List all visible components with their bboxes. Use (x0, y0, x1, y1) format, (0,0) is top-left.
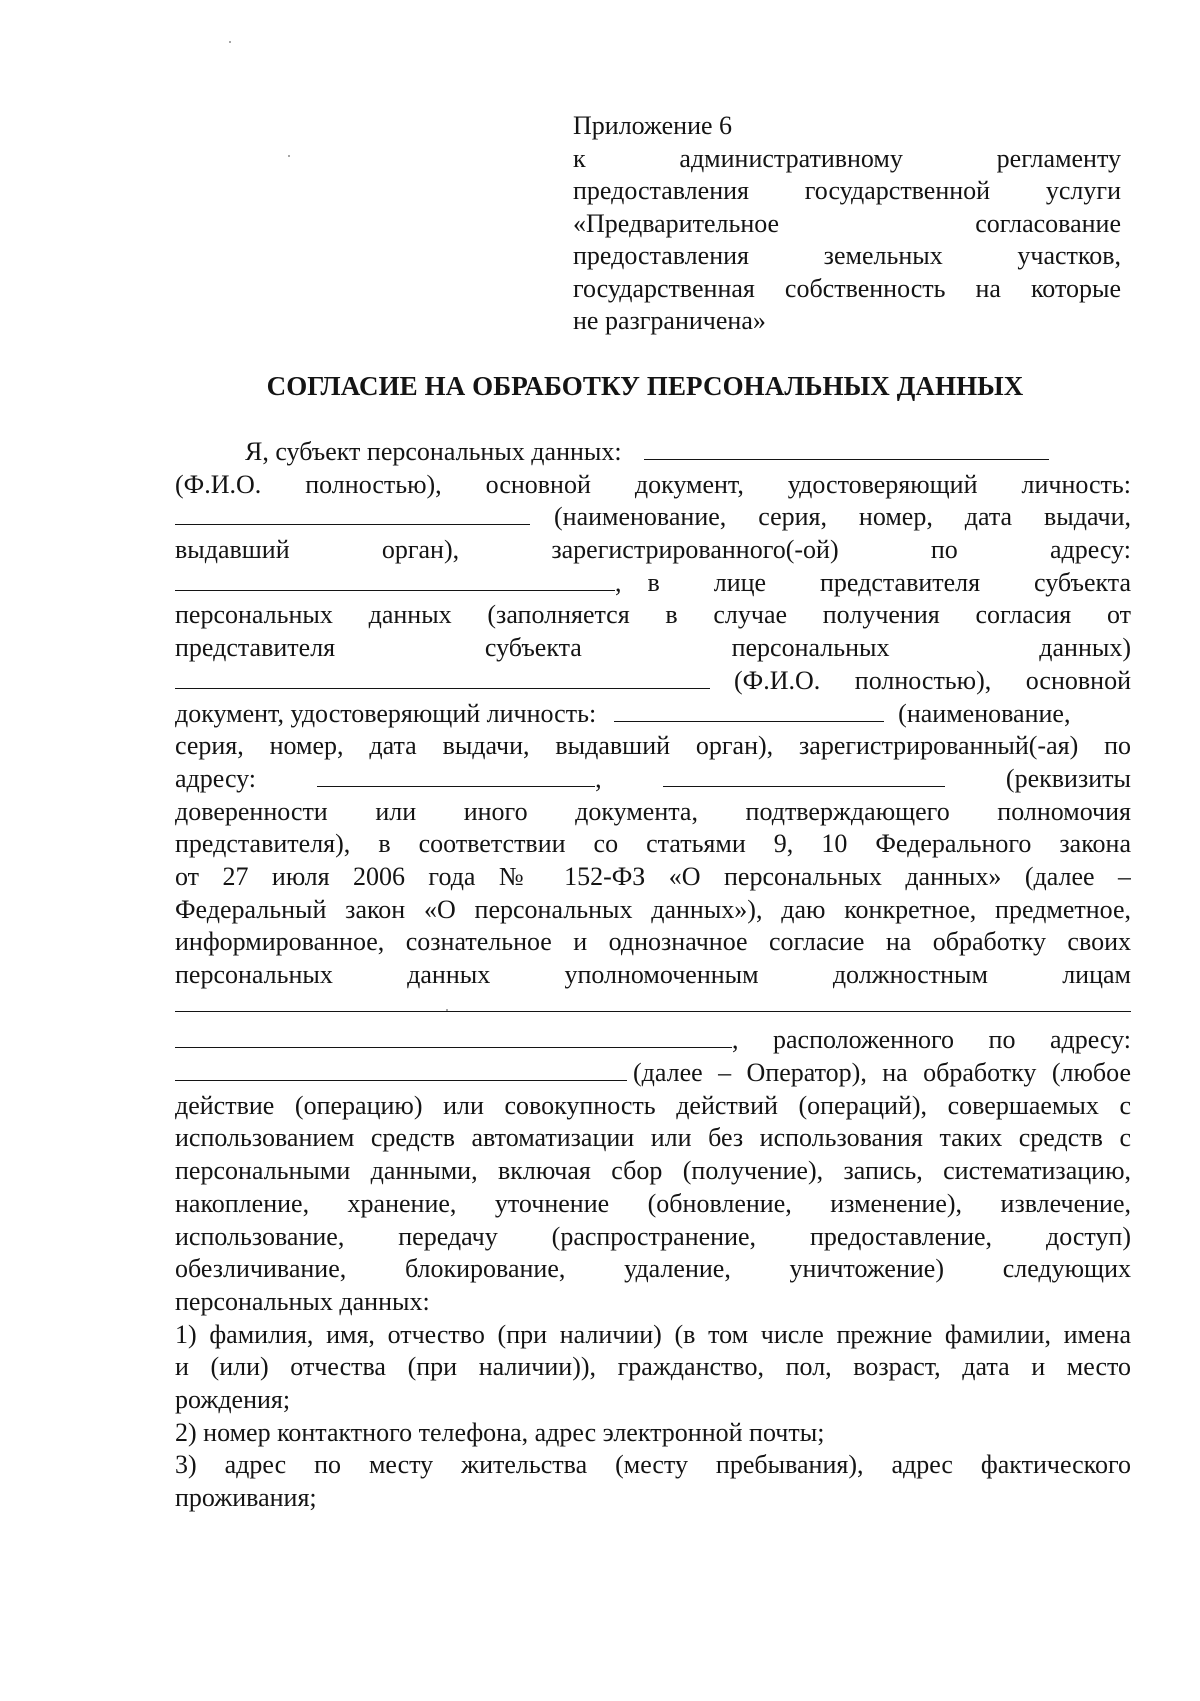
form-line: действие (операцию) или совокупность действий (операций), совершаемых с (175, 1090, 1131, 1120)
form-line: (Ф.И.О. полностью), основной документ, удостоверяющий личность: (175, 469, 1131, 499)
form-text: (наименование, серия, номер, дата выдачи, (554, 502, 1131, 532)
annex-line-last: не разграничена» (573, 306, 766, 335)
form-text: (Ф.И.О. полностью), основной (734, 665, 1131, 695)
address-field (175, 571, 615, 591)
annex-line: государственная собственность на которые (573, 273, 1121, 303)
list-item-line: 1) фамилия, имя, отчество (при наличии) (в том числе прежние фамилии, имена (175, 1319, 1131, 1349)
form-line: накопление, хранение, уточнение (обновление, изменение), извлечение, (175, 1188, 1131, 1218)
consent-body (175, 436, 1131, 1515)
form-row (175, 501, 1131, 534)
operator-address-field (175, 1061, 627, 1081)
form-text: (наименование, (898, 698, 1071, 728)
annex-line: «Предварительное согласование (573, 208, 1121, 238)
form-row (175, 665, 1131, 698)
form-line: серия, номер, дата выдачи, выдавший орган), зарегистрированный(-ая) по (175, 731, 1131, 761)
list-item-line: проживания; (175, 1483, 317, 1512)
form-line: использованием средств автоматизации или без использования таких средств с (175, 1123, 1131, 1153)
form-line: информированное, сознательное и однозначное согласие на обработку своих (175, 927, 1131, 957)
form-line: персональных данных уполномоченным должностным лицам (175, 960, 1131, 989)
form-line: персональными данными, включая сбор (получение), запись, систематизацию, (175, 1156, 1131, 1186)
form-line: доверенности или иного документа, подтверждающего полномочия (175, 796, 1131, 826)
form-line: обезличивание, блокирование, удаление, уничтожение) следующих (175, 1254, 1131, 1284)
form-text: Я, субъект персональных данных: (245, 437, 622, 466)
power-of-attorney-field (663, 767, 945, 787)
form-line: выдавший орган), зарегистрированного(-ой) по адресу: (175, 535, 1131, 565)
form-text: , расположенного по адресу: (732, 1025, 1131, 1055)
representative-address-field (317, 767, 595, 787)
official-persons-field (175, 992, 1131, 1012)
list-item-line: 3) адрес по месту жительства (месту пребывания), адрес фактического (175, 1450, 1131, 1480)
representative-name-field (175, 669, 710, 689)
list-item-line: 2) номер контактного телефона, адрес электронной почты; (175, 1417, 825, 1447)
form-text: документ, удостоверяющий личность: (175, 698, 597, 728)
form-row (175, 567, 1131, 600)
form-text: , (615, 567, 622, 597)
form-line: Федеральный закон «О персональных данных»), даю конкретное, предметное, (175, 894, 1131, 924)
form-group (317, 763, 602, 796)
annex-line: предоставления земельных участков, (573, 241, 1121, 270)
form-line: от 27 июля 2006 года № 152-ФЗ «О персональных данных» (далее – (175, 861, 1131, 891)
form-line: персональных данных: (175, 1286, 430, 1316)
form-row (175, 1024, 1131, 1057)
form-text: в лице представителя субъекта (647, 567, 1131, 597)
operator-name-field (175, 1028, 732, 1048)
form-row (175, 763, 1131, 796)
representative-document-field (614, 702, 884, 722)
form-row (175, 698, 1131, 731)
form-line: использование, передачу (распространение, предоставление, доступ) (175, 1221, 1131, 1251)
annex-block (573, 110, 1121, 338)
annex-line: к административному регламенту (573, 143, 1121, 173)
scan-speck (229, 41, 231, 43)
form-line: представителя субъекта персональных данных) (175, 633, 1131, 663)
document-field (175, 505, 530, 525)
form-text: (далее – Оператор), на обработку (любое (633, 1058, 1131, 1088)
form-text: адресу: (175, 763, 257, 793)
form-text: , (595, 763, 602, 793)
form-line: персональных данных (заполняется в случае получения согласия от (175, 600, 1131, 630)
list-item-line: рождения; (175, 1384, 291, 1414)
annex-line: предоставления государственной услуги (573, 176, 1121, 205)
scan-speck (288, 155, 290, 157)
form-row (175, 1057, 1131, 1090)
list-item-line: и (или) отчества (при наличии)), гражданство, пол, возраст, дата и место (175, 1352, 1131, 1382)
document-heading: СОГЛАСИЕ НА ОБРАБОТКУ ПЕРСОНАЛЬНЫХ ДАННЫХ (266, 371, 1024, 401)
form-text: (реквизиты (1005, 763, 1131, 793)
form-line: представителя), в соответствии со статьями 9, 10 Федерального закона (175, 829, 1131, 859)
subject-name-field (644, 440, 1049, 460)
form-row (175, 436, 1131, 469)
annex-title: Приложение 6 (573, 111, 733, 140)
